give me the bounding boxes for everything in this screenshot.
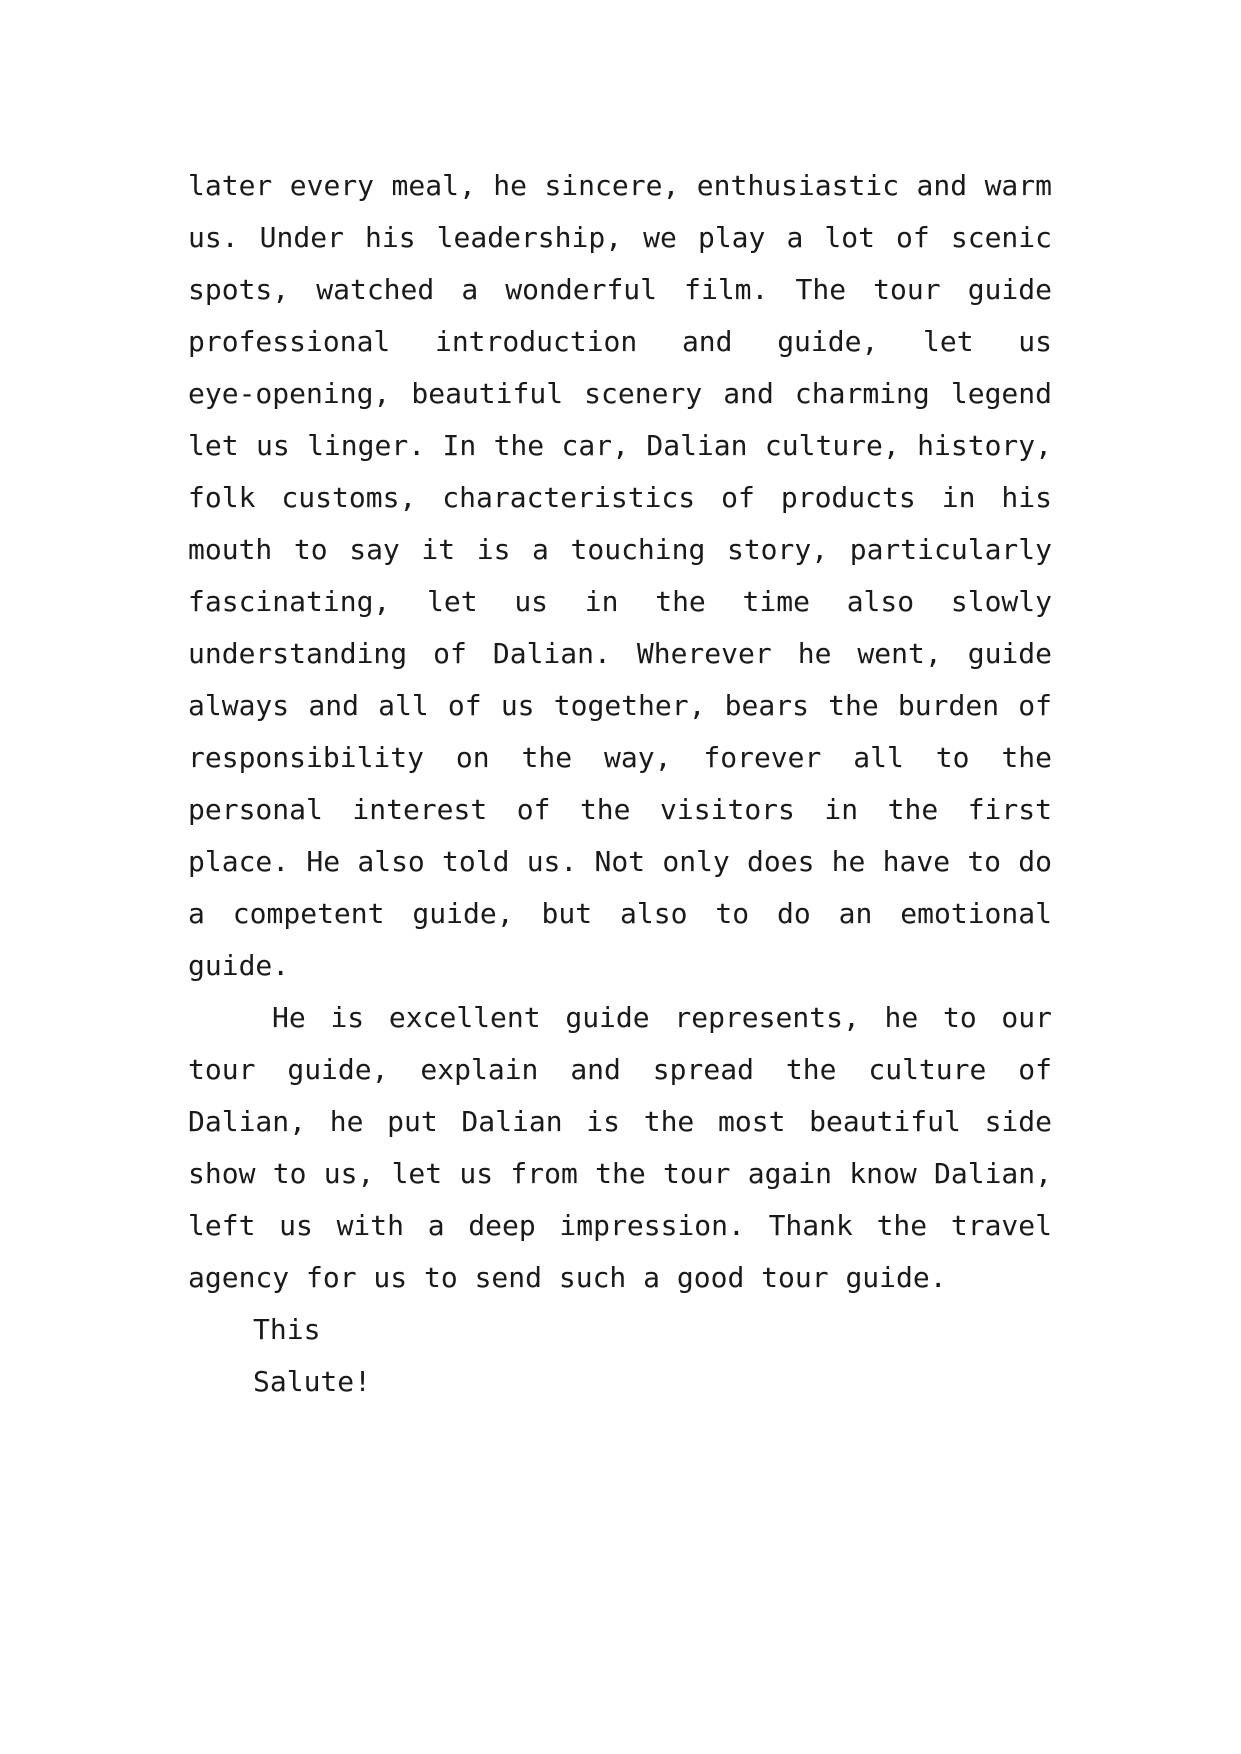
closing-line-salute: Salute!	[253, 1365, 372, 1398]
paragraph-2-line: left us with a deep impression. Thank the travel	[188, 1209, 1052, 1242]
paragraph-1-line: responsibility on the way, forever all to the	[188, 741, 1052, 774]
letter-body	[188, 166, 1052, 1294]
paragraph-1-line: fascinating, let us in the time also slowly	[188, 585, 1052, 618]
paragraph-2-line: agency for us to send such a good tour guide.	[188, 1261, 947, 1294]
paragraph-1-line: guide.	[188, 949, 290, 982]
paragraph-1-line: mouth to say it is a touching story, particularly	[188, 533, 1052, 566]
paragraph-2-line: Dalian, he put Dalian is the most beautiful side	[188, 1105, 1052, 1138]
paragraph-1-line: professional introduction and guide, let us	[188, 325, 1052, 358]
closing-line-this: This	[253, 1313, 321, 1346]
paragraph-1-line: later every meal, he sincere, enthusiastic and warm	[188, 169, 1052, 202]
paragraph-1-line: spots, watched a wonderful film. The tour guide	[188, 273, 1052, 306]
paragraph-1-line: personal interest of the visitors in the first	[188, 793, 1052, 826]
paragraph-1-line: eye-opening, beautiful scenery and charming legend	[188, 377, 1052, 410]
paragraph-1-line: us. Under his leadership, we play a lot of scenic	[188, 221, 1052, 254]
paragraph-1-line: place. He also told us. Not only does he have to do	[188, 845, 1052, 878]
paragraph-1-line: a competent guide, but also to do an emotional	[188, 897, 1052, 930]
paragraph-1-line: always and all of us together, bears the burden of	[188, 689, 1052, 722]
paragraph-1-line: let us linger. In the car, Dalian culture, history,	[188, 429, 1052, 462]
paragraph-2-line: tour guide, explain and spread the culture of	[188, 1053, 1052, 1086]
paragraph-1-line: understanding of Dalian. Wherever he went, guide	[188, 637, 1052, 670]
paragraph-2-line: He is excellent guide represents, he to our	[272, 1001, 1052, 1034]
paragraph-2-line: show to us, let us from the tour again know Dalian,	[188, 1157, 1052, 1190]
paragraph-1-line: folk customs, characteristics of products in his	[188, 481, 1052, 514]
